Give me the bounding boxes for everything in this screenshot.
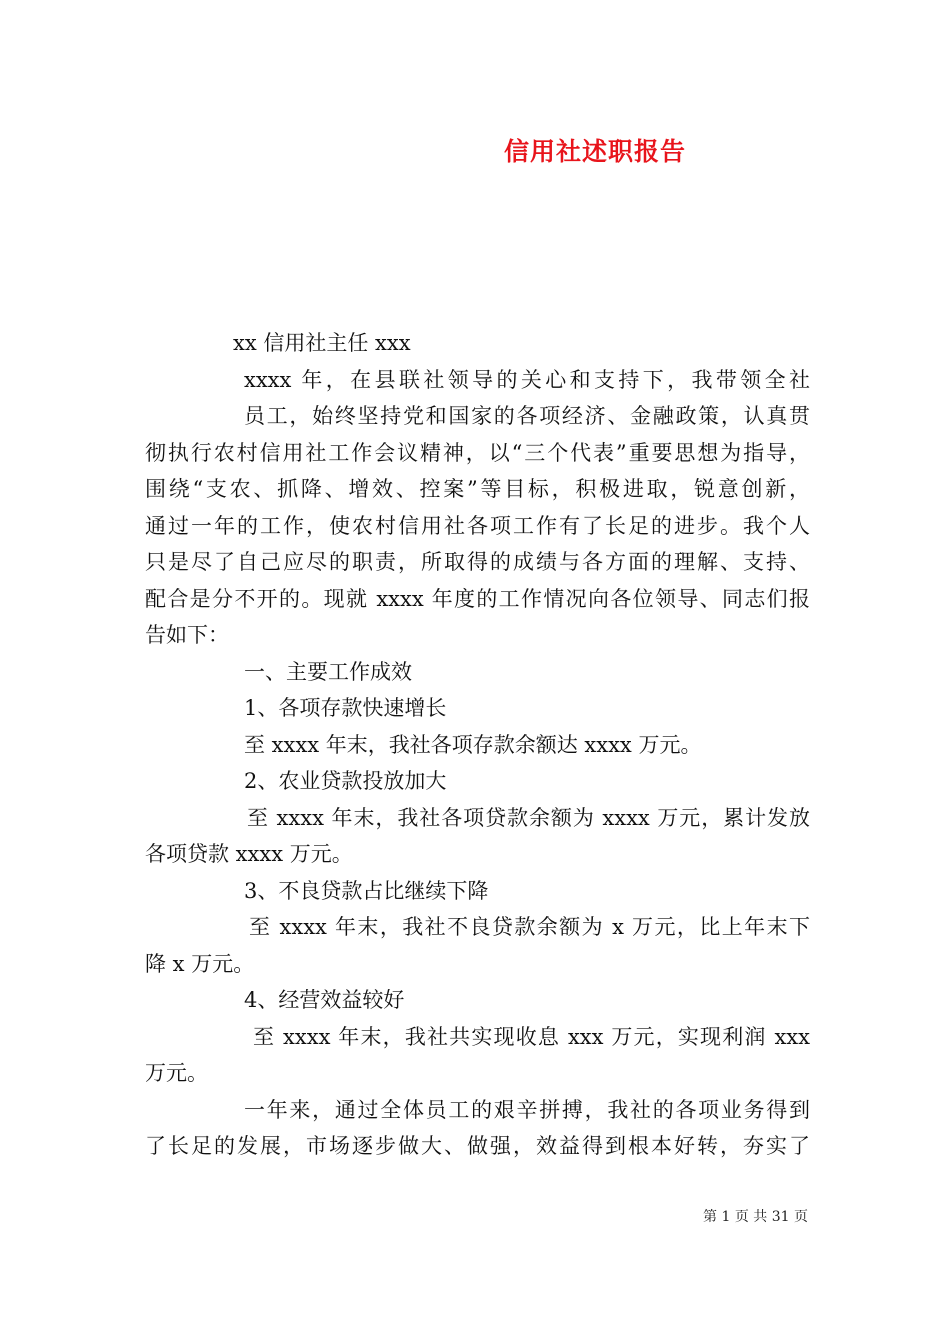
section-heading: 一、主要工作成效 [244,659,412,684]
paragraph-line: 至 xxxx 年末，我社各项贷款余额为 xxxx 万元，累计发放 [247,805,810,830]
subsection-heading: 4、经营效益较好 [244,988,405,1012]
paragraph-line: 万元。 [145,1061,208,1085]
subsection-heading: 3、不良贷款占比继续下降 [244,878,489,903]
document-title: 信用社述职报告 [503,137,686,166]
paragraph-line: 通过一年的工作，使农村信用社各项工作有了长足的进步。我个人 [145,513,810,538]
paragraph-line: 至 xxxx 年末，我社不良贷款余额为 x 万元，比上年末下 [249,915,810,939]
paragraph-line: 了长足的发展，市场逐步做大、做强，效益得到根本好转，夯实了 [145,1134,810,1158]
subsection-heading: 2、农业贷款投放加大 [244,769,447,793]
paragraph-line: 告如下： [145,623,229,647]
paragraph-line: 一年来，通过全体员工的艰辛拼搏，我社的各项业务得到 [244,1097,810,1122]
paragraph-line: 员工，始终坚持党和国家的各项经济、金融政策，认真贯 [244,404,810,428]
subsection-heading: 1、各项存款快速增长 [244,696,447,720]
paragraph-line: 至 xxxx 年末，我社共实现收息 xxx 万元，实现利润 xxx [253,1024,810,1049]
paragraph-line: 至 xxxx 年末，我社各项存款余额达 xxxx 万元。 [244,732,702,757]
page-number: 第 1 页 共 31 页 [703,1209,808,1225]
paragraph-line: 围绕“支农、抓降、增效、控案”等目标，积极进取，锐意创新， [145,477,810,501]
paragraph-line: 只是尽了自己应尽的职责，所取得的成绩与各方面的理解、支持、 [145,550,810,574]
paragraph-line: 彻执行农村信用社工作会议精神，以“三个代表”重要思想为指导， [145,440,810,465]
paragraph-line: xxxx 年，在县联社领导的关心和支持下，我带领全社 [244,367,810,392]
paragraph-line: 配合是分不开的。现就 xxxx 年度的工作情况向各位领导、同志们报 [145,586,810,611]
paragraph-line: 降 x 万元。 [145,951,255,976]
document-body [145,325,810,1165]
paragraph-line: 各项贷款 xxxx 万元。 [145,842,353,866]
author-line: xx 信用社主任 xxx [233,331,411,355]
